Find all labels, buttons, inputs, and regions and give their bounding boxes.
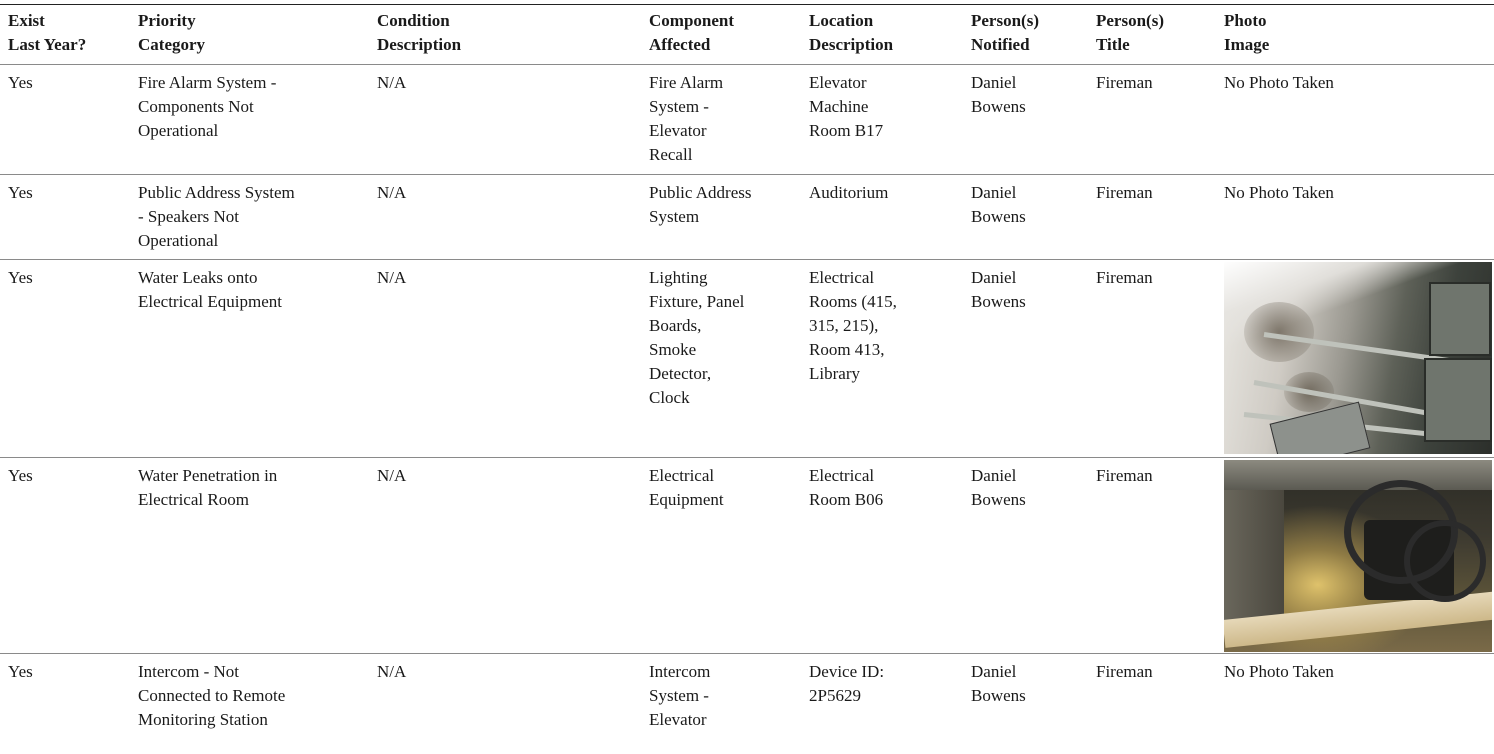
- cell-notified: Daniel Bowens: [971, 174, 1096, 259]
- cell-priority: Public Address System - Speakers Not Operational: [138, 174, 377, 259]
- table-row: [0, 174, 1494, 259]
- header-photo: Photo Image: [1224, 11, 1270, 54]
- table-row: [0, 653, 1494, 739]
- header-exist: Exist Last Year?: [8, 11, 87, 54]
- header-component: Component Affected: [649, 11, 735, 54]
- table-row: [0, 259, 1494, 457]
- cell-component: Public Address System: [649, 174, 809, 259]
- cell-component: Lighting Fixture, Panel Boards, Smoke Detector, Clock: [649, 259, 809, 457]
- cell-notified: Daniel Bowens: [971, 259, 1096, 457]
- cell-title: Fireman: [1096, 64, 1224, 174]
- header-notified: Person(s) Notified: [971, 11, 1039, 54]
- cell-exist: Yes: [0, 259, 138, 457]
- cell-photo: [1224, 259, 1494, 457]
- cell-condition: N/A: [377, 174, 649, 259]
- cell-priority: Water Penetration in Electrical Room: [138, 457, 377, 653]
- cell-notified: Daniel Bowens: [971, 64, 1096, 174]
- cell-notified: Daniel Bowens: [971, 457, 1096, 653]
- electrical-panel-photo: [1224, 262, 1492, 454]
- header-title: Person(s) Title: [1096, 11, 1164, 54]
- cell-component: Electrical Equipment: [649, 457, 809, 653]
- cell-component: Fire Alarm System - Elevator Recall: [649, 64, 809, 174]
- cell-exist: Yes: [0, 653, 138, 739]
- cell-location: Electrical Room B06: [809, 457, 971, 653]
- cell-location: Elevator Machine Room B17: [809, 64, 971, 174]
- cell-condition: N/A: [377, 653, 649, 739]
- cell-photo: No Photo Taken: [1224, 653, 1494, 739]
- cell-exist: Yes: [0, 457, 138, 653]
- cell-title: Fireman: [1096, 653, 1224, 739]
- electrical-room-photo: [1224, 460, 1492, 652]
- cell-photo: [1224, 457, 1494, 653]
- table-row: [0, 457, 1494, 653]
- cell-location: Auditorium: [809, 174, 971, 259]
- cell-photo: No Photo Taken: [1224, 64, 1494, 174]
- cell-notified: Daniel Bowens: [971, 653, 1096, 739]
- cell-title: Fireman: [1096, 457, 1224, 653]
- header-priority: Priority Category: [138, 11, 206, 54]
- cell-condition: N/A: [377, 457, 649, 653]
- cell-title: Fireman: [1096, 259, 1224, 457]
- header-condition: Condition Description: [377, 11, 462, 54]
- cell-exist: Yes: [0, 64, 138, 174]
- cell-photo: No Photo Taken: [1224, 174, 1494, 259]
- cell-component: Intercom System - Elevator: [649, 653, 809, 739]
- cell-location: Device ID: 2P5629: [809, 653, 971, 739]
- cell-priority: Intercom - Not Connected to Remote Monitoring Station: [138, 653, 377, 739]
- cell-priority: Fire Alarm System - Components Not Operational: [138, 64, 377, 174]
- header-row: [0, 5, 1494, 64]
- cell-exist: Yes: [0, 174, 138, 259]
- cell-condition: N/A: [377, 259, 649, 457]
- table-row: [0, 64, 1494, 174]
- deficiency-table: [0, 5, 1494, 739]
- cell-title: Fireman: [1096, 174, 1224, 259]
- cell-condition: N/A: [377, 64, 649, 174]
- cell-location: Electrical Rooms (415, 315, 215), Room 413, Library: [809, 259, 971, 457]
- cell-priority: Water Leaks onto Electrical Equipment: [138, 259, 377, 457]
- header-location: Location Description: [809, 11, 894, 54]
